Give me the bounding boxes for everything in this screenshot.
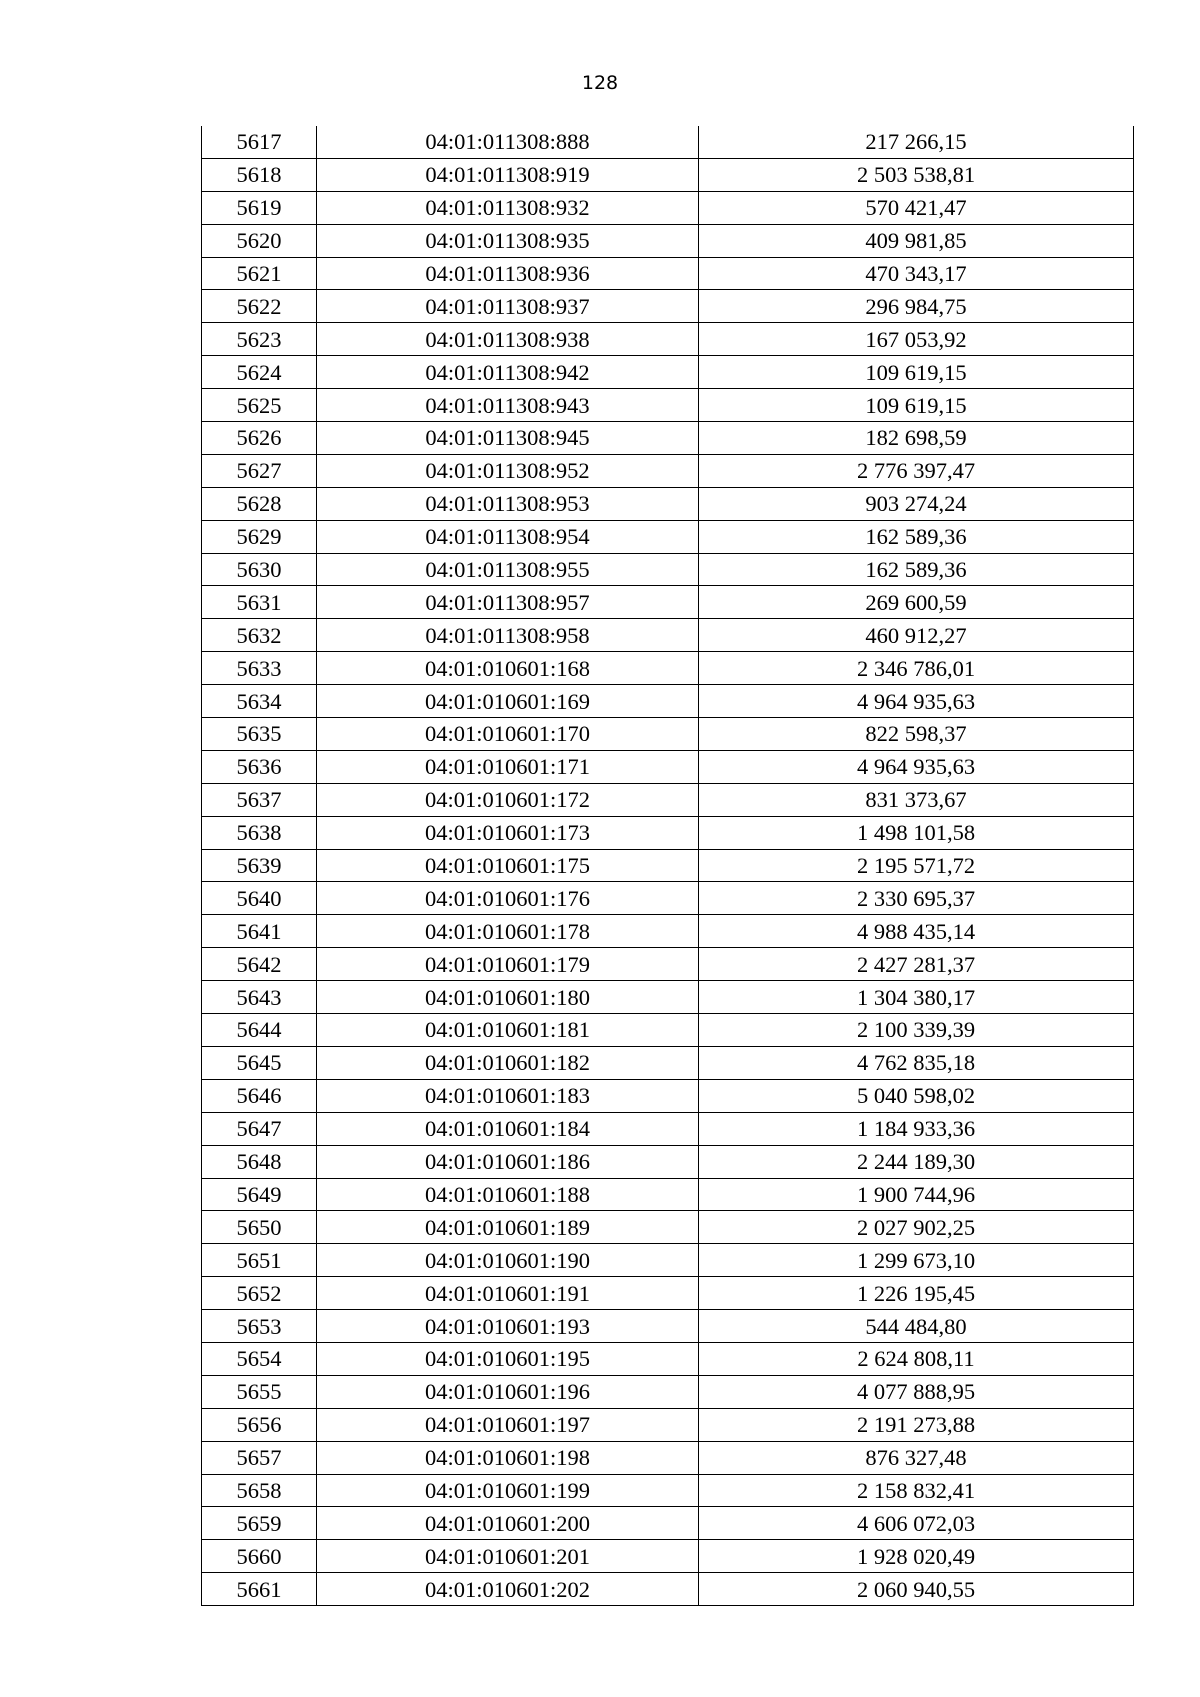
- cadastral-number-cell: 04:01:011308:953: [317, 487, 699, 520]
- table-row: [202, 1507, 1134, 1540]
- table-row: [202, 981, 1134, 1014]
- value-cell: 162 589,36: [699, 553, 1134, 586]
- table-row: [202, 126, 1134, 158]
- value-cell: 570 421,47: [699, 191, 1134, 224]
- row-number-cell: 5622: [202, 290, 317, 323]
- table-row: [202, 158, 1134, 191]
- cadastral-number-cell: 04:01:011308:958: [317, 619, 699, 652]
- cadastral-number-cell: 04:01:010601:190: [317, 1244, 699, 1277]
- cadastral-number-cell: 04:01:010601:188: [317, 1178, 699, 1211]
- cadastral-number-cell: 04:01:011308:935: [317, 224, 699, 257]
- value-cell: 1 184 933,36: [699, 1112, 1134, 1145]
- row-number-cell: 5658: [202, 1474, 317, 1507]
- cadastral-number-cell: 04:01:010601:198: [317, 1441, 699, 1474]
- table-row: [202, 553, 1134, 586]
- table-row: [202, 1112, 1134, 1145]
- cadastral-number-cell: 04:01:010601:182: [317, 1046, 699, 1079]
- cadastral-number-cell: 04:01:010601:171: [317, 750, 699, 783]
- cadastral-number-cell: 04:01:010601:169: [317, 685, 699, 718]
- table-row: [202, 487, 1134, 520]
- value-cell: 162 589,36: [699, 520, 1134, 553]
- cadastral-number-cell: 04:01:011308:952: [317, 454, 699, 487]
- row-number-cell: 5642: [202, 948, 317, 981]
- value-cell: 4 964 935,63: [699, 685, 1134, 718]
- table-row: [202, 1277, 1134, 1310]
- row-number-cell: 5618: [202, 158, 317, 191]
- cadastral-number-cell: 04:01:011308:957: [317, 586, 699, 619]
- table-row: [202, 1474, 1134, 1507]
- table-row: [202, 1408, 1134, 1441]
- cadastral-number-cell: 04:01:010601:193: [317, 1310, 699, 1343]
- value-cell: 182 698,59: [699, 422, 1134, 455]
- table-row: [202, 882, 1134, 915]
- value-cell: 4 762 835,18: [699, 1046, 1134, 1079]
- value-cell: 109 619,15: [699, 356, 1134, 389]
- value-cell: 2 330 695,37: [699, 882, 1134, 915]
- value-cell: 409 981,85: [699, 224, 1134, 257]
- table-row: [202, 652, 1134, 685]
- value-cell: 2 060 940,55: [699, 1573, 1134, 1606]
- table-row: [202, 586, 1134, 619]
- cadastral-number-cell: 04:01:010601:168: [317, 652, 699, 685]
- table-body: [202, 126, 1134, 1606]
- row-number-cell: 5660: [202, 1540, 317, 1573]
- cadastral-number-cell: 04:01:011308:955: [317, 553, 699, 586]
- cadastral-number-cell: 04:01:010601:186: [317, 1145, 699, 1178]
- table-row: [202, 1211, 1134, 1244]
- table-row: [202, 389, 1134, 422]
- cadastral-number-cell: 04:01:011308:919: [317, 158, 699, 191]
- row-number-cell: 5646: [202, 1079, 317, 1112]
- cadastral-number-cell: 04:01:010601:178: [317, 915, 699, 948]
- cadastral-number-cell: 04:01:011308:945: [317, 422, 699, 455]
- table-row: [202, 1145, 1134, 1178]
- value-cell: 1 498 101,58: [699, 816, 1134, 849]
- value-cell: 2 776 397,47: [699, 454, 1134, 487]
- table-row: [202, 849, 1134, 882]
- row-number-cell: 5653: [202, 1310, 317, 1343]
- row-number-cell: 5644: [202, 1014, 317, 1047]
- value-cell: 903 274,24: [699, 487, 1134, 520]
- cadastral-number-cell: 04:01:011308:932: [317, 191, 699, 224]
- row-number-cell: 5652: [202, 1277, 317, 1310]
- cadastral-number-cell: 04:01:010601:195: [317, 1342, 699, 1375]
- cadastral-number-cell: 04:01:011308:954: [317, 520, 699, 553]
- table-row: [202, 257, 1134, 290]
- value-cell: 2 027 902,25: [699, 1211, 1134, 1244]
- value-cell: 544 484,80: [699, 1310, 1134, 1343]
- cadastral-number-cell: 04:01:010601:179: [317, 948, 699, 981]
- row-number-cell: 5645: [202, 1046, 317, 1079]
- row-number-cell: 5621: [202, 257, 317, 290]
- row-number-cell: 5629: [202, 520, 317, 553]
- table-row: [202, 915, 1134, 948]
- cadastral-number-cell: 04:01:010601:180: [317, 981, 699, 1014]
- row-number-cell: 5617: [202, 126, 317, 158]
- cadastral-number-cell: 04:01:010601:200: [317, 1507, 699, 1540]
- row-number-cell: 5628: [202, 487, 317, 520]
- row-number-cell: 5657: [202, 1441, 317, 1474]
- table-row: [202, 1310, 1134, 1343]
- value-cell: 4 606 072,03: [699, 1507, 1134, 1540]
- row-number-cell: 5640: [202, 882, 317, 915]
- table-row: [202, 1178, 1134, 1211]
- cadastral-number-cell: 04:01:010601:184: [317, 1112, 699, 1145]
- table-row: [202, 619, 1134, 652]
- row-number-cell: 5649: [202, 1178, 317, 1211]
- cadastral-number-cell: 04:01:010601:176: [317, 882, 699, 915]
- table-row: [202, 323, 1134, 356]
- cadastral-number-cell: 04:01:010601:170: [317, 718, 699, 751]
- cadastral-value-table: [201, 126, 1134, 1606]
- table-row: [202, 224, 1134, 257]
- cadastral-number-cell: 04:01:011308:938: [317, 323, 699, 356]
- row-number-cell: 5634: [202, 685, 317, 718]
- value-cell: 2 191 273,88: [699, 1408, 1134, 1441]
- row-number-cell: 5625: [202, 389, 317, 422]
- row-number-cell: 5626: [202, 422, 317, 455]
- table-row: [202, 816, 1134, 849]
- value-cell: 109 619,15: [699, 389, 1134, 422]
- cadastral-number-cell: 04:01:010601:181: [317, 1014, 699, 1047]
- row-number-cell: 5641: [202, 915, 317, 948]
- row-number-cell: 5635: [202, 718, 317, 751]
- value-cell: 2 195 571,72: [699, 849, 1134, 882]
- value-cell: 5 040 598,02: [699, 1079, 1134, 1112]
- row-number-cell: 5620: [202, 224, 317, 257]
- value-cell: 460 912,27: [699, 619, 1134, 652]
- table-row: [202, 290, 1134, 323]
- value-cell: 1 304 380,17: [699, 981, 1134, 1014]
- row-number-cell: 5655: [202, 1375, 317, 1408]
- table-row: [202, 191, 1134, 224]
- value-cell: 2 427 281,37: [699, 948, 1134, 981]
- value-cell: 1 226 195,45: [699, 1277, 1134, 1310]
- cadastral-number-cell: 04:01:011308:937: [317, 290, 699, 323]
- value-cell: 1 299 673,10: [699, 1244, 1134, 1277]
- value-cell: 217 266,15: [699, 126, 1134, 158]
- table-row: [202, 1046, 1134, 1079]
- value-cell: 167 053,92: [699, 323, 1134, 356]
- table-row: [202, 422, 1134, 455]
- row-number-cell: 5631: [202, 586, 317, 619]
- row-number-cell: 5639: [202, 849, 317, 882]
- value-cell: 1 900 744,96: [699, 1178, 1134, 1211]
- row-number-cell: 5638: [202, 816, 317, 849]
- row-number-cell: 5651: [202, 1244, 317, 1277]
- table-row: [202, 1540, 1134, 1573]
- value-cell: 1 928 020,49: [699, 1540, 1134, 1573]
- cadastral-number-cell: 04:01:010601:189: [317, 1211, 699, 1244]
- row-number-cell: 5636: [202, 750, 317, 783]
- table-row: [202, 1244, 1134, 1277]
- cadastral-number-cell: 04:01:010601:175: [317, 849, 699, 882]
- cadastral-number-cell: 04:01:010601:173: [317, 816, 699, 849]
- cadastral-number-cell: 04:01:011308:942: [317, 356, 699, 389]
- table-row: [202, 1573, 1134, 1606]
- table-row: [202, 685, 1134, 718]
- page-number: 128: [581, 72, 619, 94]
- value-cell: 876 327,48: [699, 1441, 1134, 1474]
- cadastral-number-cell: 04:01:011308:943: [317, 389, 699, 422]
- value-cell: 822 598,37: [699, 718, 1134, 751]
- row-number-cell: 5648: [202, 1145, 317, 1178]
- row-number-cell: 5633: [202, 652, 317, 685]
- cadastral-number-cell: 04:01:011308:936: [317, 257, 699, 290]
- row-number-cell: 5624: [202, 356, 317, 389]
- row-number-cell: 5647: [202, 1112, 317, 1145]
- row-number-cell: 5619: [202, 191, 317, 224]
- value-cell: 2 346 786,01: [699, 652, 1134, 685]
- row-number-cell: 5654: [202, 1342, 317, 1375]
- table-row: [202, 1441, 1134, 1474]
- cadastral-number-cell: 04:01:010601:196: [317, 1375, 699, 1408]
- cadastral-number-cell: 04:01:010601:197: [317, 1408, 699, 1441]
- value-cell: 2 624 808,11: [699, 1342, 1134, 1375]
- value-cell: 4 964 935,63: [699, 750, 1134, 783]
- row-number-cell: 5637: [202, 783, 317, 816]
- row-number-cell: 5643: [202, 981, 317, 1014]
- value-cell: 2 244 189,30: [699, 1145, 1134, 1178]
- table-row: [202, 1014, 1134, 1047]
- table-row: [202, 356, 1134, 389]
- value-cell: 4 988 435,14: [699, 915, 1134, 948]
- row-number-cell: 5630: [202, 553, 317, 586]
- table-row: [202, 1342, 1134, 1375]
- cadastral-number-cell: 04:01:010601:199: [317, 1474, 699, 1507]
- value-cell: 2 158 832,41: [699, 1474, 1134, 1507]
- value-cell: 2 100 339,39: [699, 1014, 1134, 1047]
- row-number-cell: 5627: [202, 454, 317, 487]
- value-cell: 296 984,75: [699, 290, 1134, 323]
- row-number-cell: 5661: [202, 1573, 317, 1606]
- cadastral-number-cell: 04:01:011308:888: [317, 126, 699, 158]
- value-cell: 269 600,59: [699, 586, 1134, 619]
- value-cell: 831 373,67: [699, 783, 1134, 816]
- row-number-cell: 5650: [202, 1211, 317, 1244]
- row-number-cell: 5656: [202, 1408, 317, 1441]
- row-number-cell: 5659: [202, 1507, 317, 1540]
- table-row: [202, 454, 1134, 487]
- value-cell: 2 503 538,81: [699, 158, 1134, 191]
- cadastral-number-cell: 04:01:010601:183: [317, 1079, 699, 1112]
- cadastral-number-cell: 04:01:010601:202: [317, 1573, 699, 1606]
- row-number-cell: 5632: [202, 619, 317, 652]
- table-row: [202, 520, 1134, 553]
- table-row: [202, 783, 1134, 816]
- table-row: [202, 750, 1134, 783]
- table-row: [202, 948, 1134, 981]
- cadastral-number-cell: 04:01:010601:172: [317, 783, 699, 816]
- row-number-cell: 5623: [202, 323, 317, 356]
- table-row: [202, 1375, 1134, 1408]
- value-cell: 470 343,17: [699, 257, 1134, 290]
- cadastral-number-cell: 04:01:010601:201: [317, 1540, 699, 1573]
- table-row: [202, 1079, 1134, 1112]
- cadastral-number-cell: 04:01:010601:191: [317, 1277, 699, 1310]
- table-row: [202, 718, 1134, 751]
- value-cell: 4 077 888,95: [699, 1375, 1134, 1408]
